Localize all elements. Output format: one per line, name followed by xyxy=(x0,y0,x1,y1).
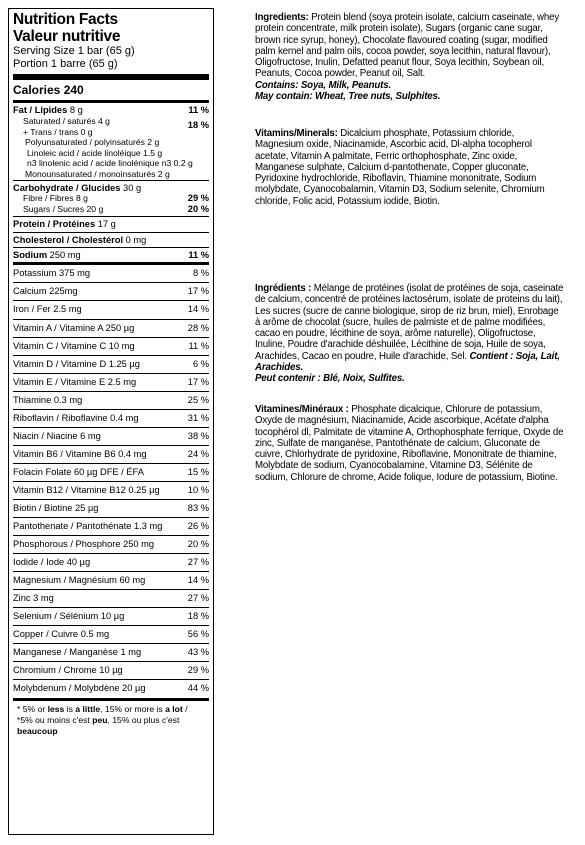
calories: Calories 240 xyxy=(13,83,84,97)
micronutrient-label: Folacin Folate 60 µg DFE / ÉFA xyxy=(13,466,144,477)
micronutrient-row xyxy=(13,607,209,625)
ingredients-fr-label: Ingrédients : xyxy=(255,283,312,294)
micronutrient-pct: 27 % xyxy=(187,557,209,568)
cholesterol-amount: 0 mg xyxy=(123,234,147,245)
micronutrient-row xyxy=(13,265,209,282)
protein-amount: 17 g xyxy=(95,219,116,230)
micronutrient-pct: 83 % xyxy=(187,502,209,513)
micronutrient-pct: 8 % xyxy=(192,268,209,279)
micronutrient-label: Vitamin C / Vitamine C 10 mg xyxy=(13,340,135,351)
micronutrient-label: Vitamin A / Vitamine A 250 µg xyxy=(13,322,135,333)
micronutrient-label: Vitamin B12 / Vitamine B12 0.25 µg xyxy=(13,484,160,495)
micronutrient-label: Vitamin E / Vitamine E 2.5 mg xyxy=(13,376,137,387)
micronutrient-row xyxy=(13,535,209,553)
saturated: Saturated / saturés 4 g xyxy=(23,116,110,127)
sugars: Sugars / Sucres 20 g xyxy=(23,203,104,214)
ingredients-fr xyxy=(255,283,565,384)
micronutrient-list xyxy=(13,265,209,697)
micronutrient-row xyxy=(13,319,209,337)
micronutrient-row xyxy=(13,463,209,481)
micronutrient-label: Molybdenum / Molybdène 20 µg xyxy=(13,683,146,694)
cholesterol-row xyxy=(13,232,209,247)
fat-label: Fat / Lipides xyxy=(13,105,68,115)
serving-size-en: Serving Size 1 bar (65 g) xyxy=(13,45,135,57)
vitamins-en-label: Vitamins/Minerals: xyxy=(255,128,338,139)
micronutrient-pct: 17 % xyxy=(187,376,209,387)
micronutrient-label: Zinc 3 mg xyxy=(13,593,54,604)
micronutrient-pct: 6 % xyxy=(192,358,209,369)
monounsaturated: Monounsaturated / monoinsaturés 2 g xyxy=(25,168,170,179)
micronutrient-row xyxy=(13,643,209,661)
micronutrient-pct: 44 % xyxy=(187,683,209,694)
micronutrient-pct: 28 % xyxy=(187,322,209,333)
micronutrient-row xyxy=(13,300,209,318)
cholesterol-label: Cholesterol / Cholestérol xyxy=(13,234,124,245)
micronutrient-label: Iodide / Iode 40 µg xyxy=(13,557,91,568)
n3-linolenic: n3 linolenic acid / acide linolénique n3 0.2 g xyxy=(27,158,193,169)
sodium-pct: 11 % xyxy=(188,249,209,260)
serving-size-fr: Portion 1 barre (65 g) xyxy=(13,58,118,70)
micronutrient-label: Iron / Fer 2.5 mg xyxy=(13,304,82,315)
micronutrient-row xyxy=(13,337,209,355)
micronutrient-label: Thiamine 0.3 mg xyxy=(13,394,83,405)
fat-subgroup xyxy=(13,116,209,179)
micronutrient-label: Manganese / Manganèse 1 mg xyxy=(13,647,142,658)
micronutrient-pct: 24 % xyxy=(187,448,209,459)
footnote xyxy=(13,698,209,739)
trans: + Trans / trans 0 g xyxy=(23,126,93,137)
fat-amount: 8 g xyxy=(67,105,83,115)
micronutrient-pct: 15 % xyxy=(187,466,209,477)
protein-row xyxy=(13,216,209,231)
ingredients-en xyxy=(255,12,565,102)
micronutrient-row xyxy=(13,391,209,409)
sat-trans-pct: 18 % xyxy=(187,120,209,130)
sodium-label: Sodium xyxy=(13,249,48,260)
vitamins-en-text: Dicalcium phosphate, Potassium chloride, Magnesium oxide, Niacinamide, Ascorbic acid, Dl-alpha tocopherol acetate, Vitamin A palmitate, Ferric orthophosphate, Zinc oxide, Manganese sulphate, Calcium d-pantothenate, Copper gluconate, Pyridoxine hydrochloride, Riboflavin, Thiamine mononitrate, Sodium molybdate, Cyanocobalamin, Vitamin D3, Sodium selenite, Chromium chloride, Folic acid, Potassium iodide, Biotin. xyxy=(255,128,545,207)
may-contain-en: May contain: Wheat, Tree nuts, Sulphites. xyxy=(255,90,441,102)
micronutrient-label: Vitamin B6 / Vitamine B6 0.4 mg xyxy=(13,448,147,459)
micronutrient-label: Biotin / Biotine 25 µg xyxy=(13,502,99,513)
micronutrient-row xyxy=(13,373,209,391)
micronutrient-row xyxy=(13,445,209,463)
micronutrient-row xyxy=(13,499,209,517)
micronutrient-row xyxy=(13,553,209,571)
polyunsaturated: Polyunsaturated / polyinsaturés 2 g xyxy=(25,137,160,148)
micronutrient-pct: 29 % xyxy=(187,665,209,676)
micronutrient-pct: 38 % xyxy=(187,430,209,441)
micronutrient-label: Pantothenate / Pantothénate 1.3 mg xyxy=(13,521,163,532)
fat-pct: 11 % xyxy=(188,105,209,115)
vitamins-en xyxy=(255,128,565,207)
ingredients-fr-text: Mélange de protéines (isolat de protéines de soja, caseinate de calcium, concentré de protéines lactosérum, isolate de proteins du lait), Les sucres (sucre de canne biologique, sirop de riz brun, miel), Enrobage à arôme de chocolat (sucre, huiles de palmiste et de palme modifiées, cacao en poudre, lécithine de soya, arôme naturelle), Oligofructose, Inuline, Poudre d'arachide déshuilée, Lécithine de soja, Huile de soya, Arachides, Cacao en poudre, Huile d'arachide, Sel. xyxy=(255,283,564,362)
micronutrient-row xyxy=(13,517,209,535)
vitamins-fr-text: Phosphate dicalcique, Chlorure de potassium, Oxyde de magnésium, Niacinamide, Acide ascorbique, Acétate d'alpha tocophérol dl, Palmitate de vitamine A, Orthophosphate ferrique, Oxyde de zinc, Sulfate de manganèse, Pantothénate de calcium, Gluconate de cuivre, Chlorhydrate de pyridoxine, Riboflavine, Mononitrate de thiamine, Molybdate de sodium, Cyanocobalamine, Vitamine D3, Sélénite de sodium, Chlorure de chrome, Acide folique, Iodure de potassium, Biotine. xyxy=(255,404,564,483)
panel-title-en: Nutrition Facts xyxy=(13,11,118,28)
nutrition-facts-panel xyxy=(8,8,214,835)
contains-fr: Contient : Soja, Lait, Arachides. xyxy=(255,350,560,373)
micronutrient-pct: 25 % xyxy=(187,394,209,405)
micronutrient-row xyxy=(13,282,209,300)
vitamins-fr xyxy=(255,404,565,483)
micronutrient-row xyxy=(13,571,209,589)
micronutrient-pct: 10 % xyxy=(187,484,209,495)
micronutrient-row xyxy=(13,481,209,499)
fibre: Fibre / Fibres 8 g xyxy=(23,192,88,203)
micronutrient-pct: 17 % xyxy=(187,286,209,297)
micronutrient-pct: 18 % xyxy=(187,611,209,622)
micronutrient-pct: 43 % xyxy=(187,647,209,658)
micronutrient-pct: 14 % xyxy=(187,575,209,586)
sodium-amount: 250 mg xyxy=(47,249,81,260)
linoleic: Linoleic acid / acide linoléique 1.5 g xyxy=(27,147,163,158)
contains-en: Contains: Soya, Milk, Peanuts. xyxy=(255,79,391,91)
protein-label: Protein / Protéines xyxy=(13,219,96,230)
micronutrient-label: Copper / Cuivre 0.5 mg xyxy=(13,629,110,640)
carb-label: Carbohydrate / Glucides xyxy=(13,182,121,193)
micronutrient-row xyxy=(13,409,209,427)
footnote-en: * 5% or less is a little, 15% or more is a lot / xyxy=(17,703,188,714)
may-contain-fr: Peut contenir : Blé, Noix, Sulfites. xyxy=(255,373,405,384)
micronutrient-row xyxy=(13,427,209,445)
micronutrient-row xyxy=(13,625,209,643)
micronutrient-pct: 31 % xyxy=(187,412,209,423)
micronutrient-pct: 26 % xyxy=(187,521,209,532)
micronutrient-pct: 56 % xyxy=(187,629,209,640)
panel-title-fr: Valeur nutritive xyxy=(13,28,121,45)
micronutrient-label: Magnesium / Magnésium 60 mg xyxy=(13,575,146,586)
micronutrient-row xyxy=(13,355,209,373)
micronutrient-row xyxy=(13,589,209,607)
ingredients-en-text: Protein blend (soya protein isolate, calcium caseinate, whey protein concentrate, milk protein isolate), Sugars (organic cane sugar, brown rice syrup, honey), Chocolate flavoured coating (sugar, modified palm kernel and palm oils, cocoa powder, soya lecithin, natural flavour), Oligofructose, Inulin, Defatted peanut flour, Soya lecithin, Soybean oil, Peanuts, Cocoa powder, Peanut oil, Salt. xyxy=(255,12,560,80)
micronutrient-row xyxy=(13,661,209,679)
micronutrient-pct: 27 % xyxy=(187,593,209,604)
micronutrient-label: Selenium / Sélénium 10 µg xyxy=(13,611,125,622)
ingredients-en-label: Ingredients: xyxy=(255,12,309,23)
sodium-row xyxy=(13,247,209,262)
micronutrient-label: Niacin / Niacine 6 mg xyxy=(13,430,101,441)
micronutrient-row xyxy=(13,679,209,697)
fibre-pct: 29 % xyxy=(187,192,209,203)
micronutrient-pct: 14 % xyxy=(187,304,209,315)
sugars-pct: 20 % xyxy=(187,203,209,214)
micronutrient-label: Vitamin D / Vitamine D 1.25 µg xyxy=(13,358,140,369)
micronutrient-label: Riboflavin / Riboflavine 0.4 mg xyxy=(13,412,139,423)
vitamins-fr-label: Vitamines/Minéraux : xyxy=(255,404,349,415)
footnote-fr: *5% ou moins c'est peu, 15% ou plus c'est beaucoup xyxy=(17,714,180,736)
micronutrient-label: Chromium / Chrome 10 µg xyxy=(13,665,123,676)
micronutrient-pct: 20 % xyxy=(187,539,209,550)
micronutrient-label: Potassium 375 mg xyxy=(13,268,90,279)
micronutrient-label: Calcium 225mg xyxy=(13,286,78,297)
fat-row xyxy=(13,103,209,117)
carb-subgroup xyxy=(13,193,209,214)
carb-amount: 30 g xyxy=(120,182,142,193)
micronutrient-label: Phosphorous / Phosphore 250 mg xyxy=(13,539,155,550)
micronutrient-pct: 11 % xyxy=(188,340,209,351)
